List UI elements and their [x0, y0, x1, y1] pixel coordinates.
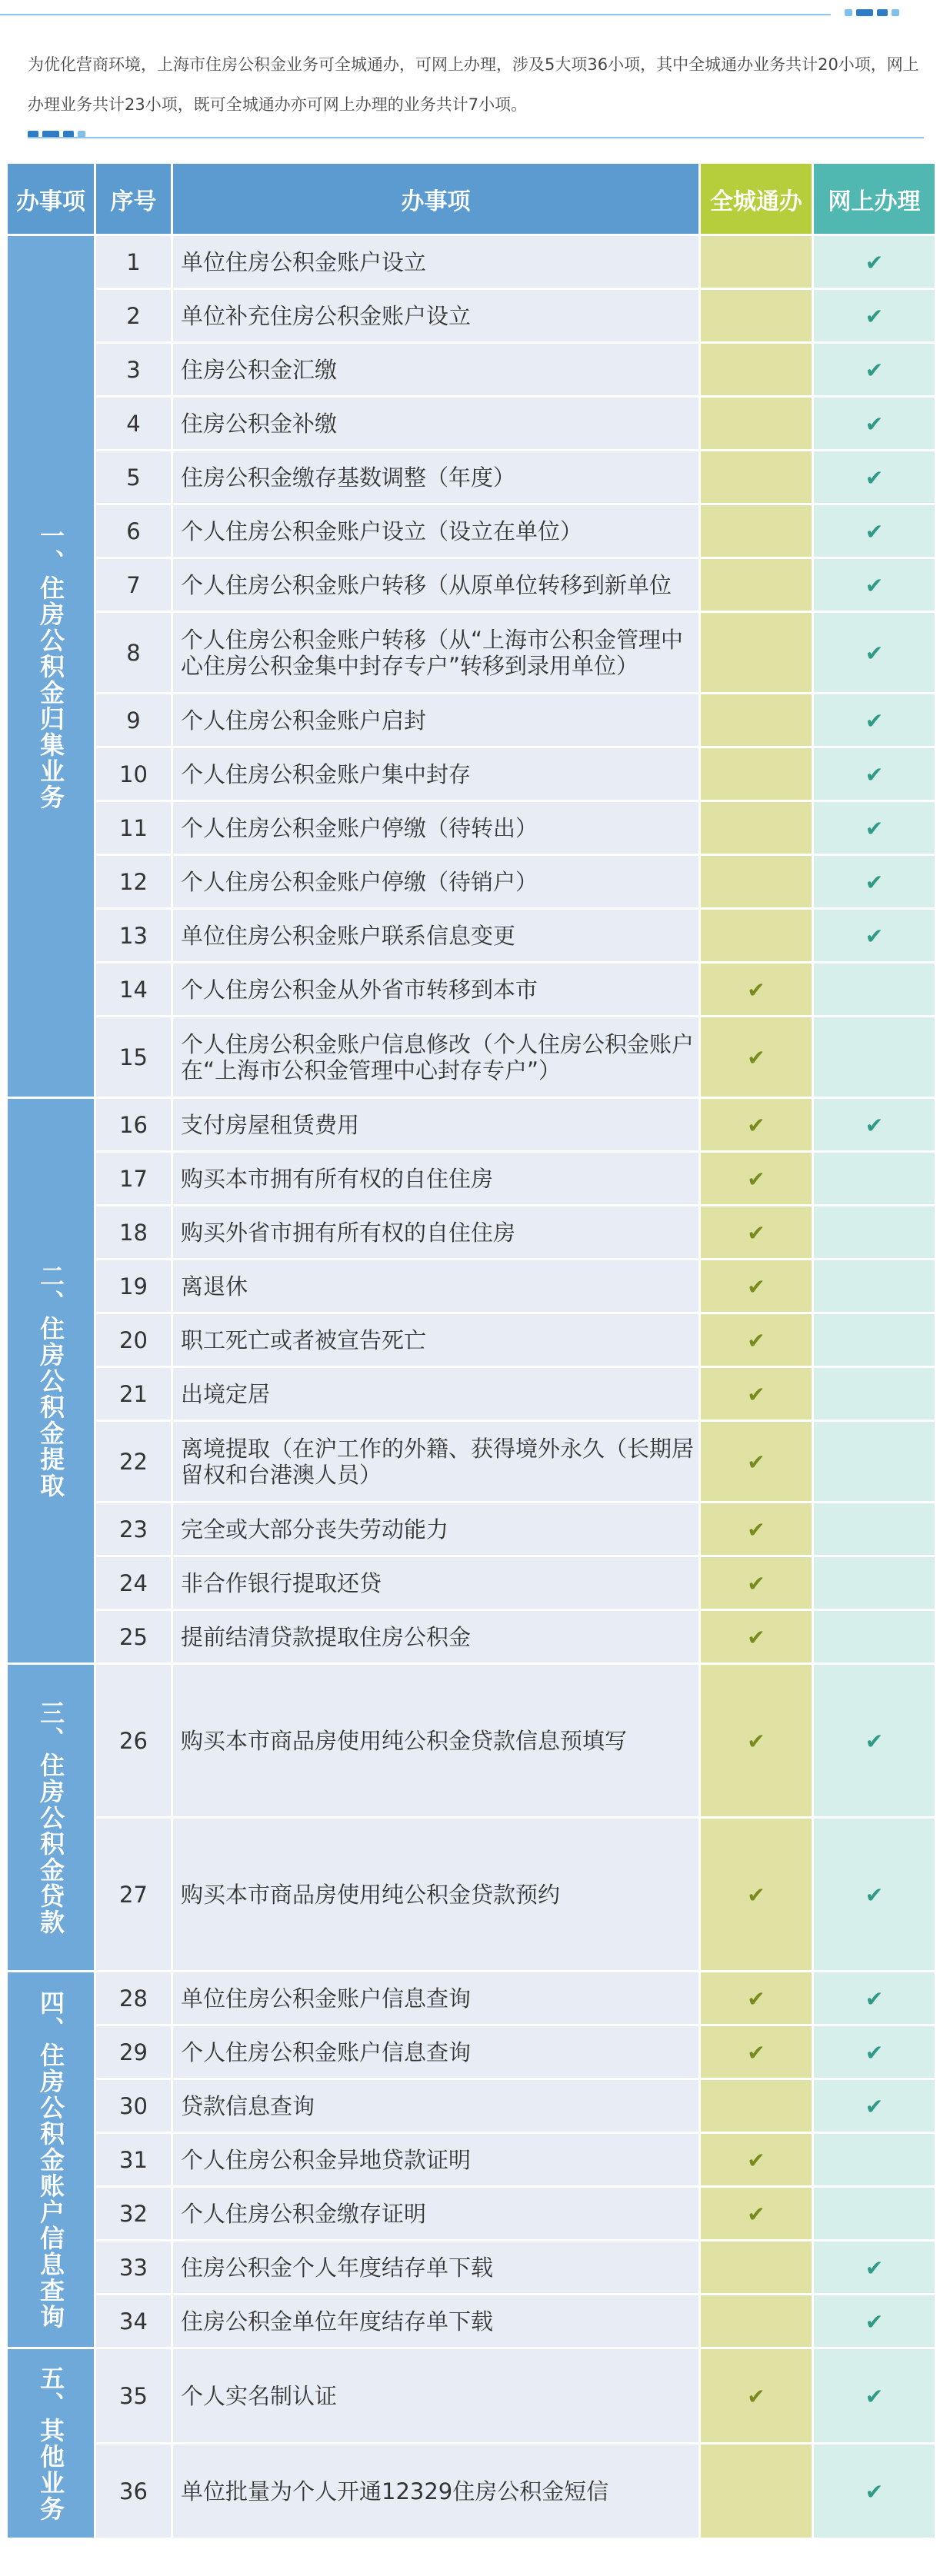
seq-cell: 12 [95, 855, 172, 909]
item-name-cell: 个人住房公积金账户设立（设立在单位） [172, 504, 700, 558]
table-row [7, 504, 936, 558]
check-icon: ✔ [865, 640, 884, 666]
item-name-cell: 住房公积金个人年度结存单下载 [172, 2241, 700, 2295]
online-cell [813, 2025, 936, 2079]
citywide-cell [700, 1152, 813, 1206]
check-icon: ✔ [865, 1728, 884, 1754]
check-icon: ✔ [865, 2308, 884, 2335]
item-name-cell: 离退休 [172, 1260, 700, 1313]
intro-text: 为优化营商环境，上海市住房公积金业务可全城通办，可网上办理，涉及5大项36小项，其中全城通办业务共计20小项，网上办理业务共计23小项，既可全城通办亦可网上办理的业务共计7小项。 [28, 55, 919, 114]
item-name-cell: 职工死亡或者被宣告死亡 [172, 1313, 700, 1367]
online-cell [813, 558, 936, 612]
online-cell [813, 694, 936, 747]
citywide-cell [700, 343, 813, 397]
item-name-cell: 个人住房公积金账户集中封存 [172, 747, 700, 801]
item-name-cell: 个人住房公积金异地贷款证明 [172, 2133, 700, 2187]
online-cell [813, 2133, 936, 2187]
citywide-cell [700, 1556, 813, 1610]
check-icon: ✔ [865, 249, 884, 275]
online-cell [813, 909, 936, 963]
check-icon: ✔ [865, 815, 884, 841]
seq-cell: 14 [95, 963, 172, 1017]
check-icon: ✔ [865, 923, 884, 949]
table-row [7, 1818, 936, 1972]
seq-cell: 30 [95, 2079, 172, 2133]
table-row [7, 1610, 936, 1664]
citywide-cell [700, 2348, 813, 2444]
category-label: 一、住房公积金归集业务 [36, 522, 65, 810]
seq-cell: 5 [95, 451, 172, 504]
check-icon: ✔ [865, 2383, 884, 2409]
table-row [7, 801, 936, 855]
item-name-cell: 个人住房公积金账户信息查询 [172, 2025, 700, 2079]
check-icon: ✔ [865, 1112, 884, 1138]
seq-cell: 29 [95, 2025, 172, 2079]
citywide-cell [700, 2241, 813, 2295]
citywide-cell [700, 2133, 813, 2187]
check-icon: ✔ [865, 707, 884, 734]
citywide-cell [700, 1206, 813, 1260]
item-name-cell: 单位住房公积金账户信息查询 [172, 1972, 700, 2025]
item-name-cell: 个人住房公积金账户停缴（待销户） [172, 855, 700, 909]
online-cell [813, 1818, 936, 1972]
item-name-cell: 个人住房公积金账户启封 [172, 694, 700, 747]
seq-cell: 11 [95, 801, 172, 855]
item-name-cell: 个人实名制认证 [172, 2348, 700, 2444]
category-cell [7, 1098, 95, 1664]
seq-cell: 3 [95, 343, 172, 397]
item-name-cell: 购买本市商品房使用纯公积金贷款信息预填写 [172, 1664, 700, 1818]
online-cell [813, 1972, 936, 2025]
seq-cell: 27 [95, 1818, 172, 1972]
online-cell [813, 1017, 936, 1098]
online-cell [813, 1367, 936, 1421]
check-icon: ✔ [865, 1882, 884, 1908]
online-cell [813, 1152, 936, 1206]
check-icon: ✔ [747, 1624, 765, 1650]
item-name-cell: 住房公积金单位年度结存单下载 [172, 2295, 700, 2348]
item-name-cell: 个人住房公积金账户转移（从原单位转移到新单位 [172, 558, 700, 612]
item-name-cell: 住房公积金缴存基数调整（年度） [172, 451, 700, 504]
citywide-cell [700, 2187, 813, 2241]
check-icon: ✔ [747, 1449, 765, 1475]
category-label: 四、住房公积金账户信息查询 [36, 1989, 65, 2330]
citywide-cell [700, 1818, 813, 1972]
item-name-cell: 单位住房公积金账户设立 [172, 235, 700, 289]
category-label: 五、其他业务 [36, 2365, 65, 2522]
seq-cell: 17 [95, 1152, 172, 1206]
table-row [7, 1972, 936, 2025]
online-cell [813, 747, 936, 801]
online-cell [813, 1556, 936, 1610]
citywide-cell [700, 2444, 813, 2539]
seq-cell: 22 [95, 1421, 172, 1503]
seq-cell: 1 [95, 235, 172, 289]
check-icon: ✔ [865, 1985, 884, 2012]
online-cell [813, 1313, 936, 1367]
citywide-cell [700, 855, 813, 909]
header-online: 网上办理 [813, 163, 936, 235]
seq-cell: 7 [95, 558, 172, 612]
citywide-cell [700, 451, 813, 504]
online-cell [813, 2241, 936, 2295]
online-cell [813, 1421, 936, 1503]
online-cell [813, 801, 936, 855]
item-name-cell: 非合作银行提取还贷 [172, 1556, 700, 1610]
online-cell [813, 1503, 936, 1556]
online-cell [813, 1610, 936, 1664]
online-cell [813, 1098, 936, 1152]
table-header-row [7, 163, 936, 235]
check-icon: ✔ [865, 303, 884, 329]
table-row [7, 2133, 936, 2187]
seq-cell: 25 [95, 1610, 172, 1664]
table-row [7, 1017, 936, 1098]
category-cell [7, 1972, 95, 2348]
seq-cell: 18 [95, 1206, 172, 1260]
item-name-cell: 单位住房公积金账户联系信息变更 [172, 909, 700, 963]
check-icon: ✔ [747, 1327, 765, 1353]
seq-cell: 19 [95, 1260, 172, 1313]
item-name-cell: 购买外省市拥有所有权的自住住房 [172, 1206, 700, 1260]
check-icon: ✔ [747, 1112, 765, 1138]
check-icon: ✔ [865, 357, 884, 383]
seq-cell: 10 [95, 747, 172, 801]
item-name-cell: 个人住房公积金缴存证明 [172, 2187, 700, 2241]
table-row [7, 694, 936, 747]
item-name-cell: 完全或大部分丧失劳动能力 [172, 1503, 700, 1556]
online-cell [813, 1206, 936, 1260]
header-category: 办事项 [7, 163, 95, 235]
category-cell [7, 2348, 95, 2539]
online-cell [813, 289, 936, 343]
citywide-cell [700, 504, 813, 558]
category-cell [7, 235, 95, 1098]
check-icon: ✔ [865, 2255, 884, 2281]
item-name-cell: 个人住房公积金账户信息修改（个人住房公积金账户在“上海市公积金管理中心封存专户”） [172, 1017, 700, 1098]
online-cell [813, 235, 936, 289]
intro-divider [28, 137, 924, 138]
table-row [7, 1260, 936, 1313]
table-row [7, 963, 936, 1017]
citywide-cell [700, 1503, 813, 1556]
online-cell [813, 2295, 936, 2348]
seq-cell: 21 [95, 1367, 172, 1421]
check-icon: ✔ [865, 518, 884, 544]
seq-cell: 33 [95, 2241, 172, 2295]
check-icon: ✔ [747, 1044, 765, 1070]
table-row [7, 1367, 936, 1421]
item-name-cell: 支付房屋租赁费用 [172, 1098, 700, 1152]
online-cell [813, 1260, 936, 1313]
citywide-cell [700, 909, 813, 963]
table-row [7, 1503, 936, 1556]
citywide-cell [700, 747, 813, 801]
citywide-cell [700, 289, 813, 343]
table-row [7, 2187, 936, 2241]
online-cell [813, 612, 936, 694]
item-name-cell: 个人住房公积金账户停缴（待转出） [172, 801, 700, 855]
check-icon: ✔ [865, 2478, 884, 2504]
seq-cell: 15 [95, 1017, 172, 1098]
check-icon: ✔ [747, 1273, 765, 1300]
table-row [7, 1098, 936, 1152]
table-row [7, 451, 936, 504]
table-row [7, 1152, 936, 1206]
citywide-cell [700, 1610, 813, 1664]
table-row [7, 2348, 936, 2444]
seq-cell: 8 [95, 612, 172, 694]
check-icon: ✔ [747, 2201, 765, 2227]
online-cell [813, 855, 936, 909]
services-table [5, 161, 937, 2540]
table-row [7, 612, 936, 694]
table-row [7, 558, 936, 612]
item-name-cell: 购买本市拥有所有权的自住住房 [172, 1152, 700, 1206]
table-row [7, 1206, 936, 1260]
table-row [7, 747, 936, 801]
category-cell [7, 1664, 95, 1972]
check-icon: ✔ [747, 1570, 765, 1596]
item-name-cell: 离境提取（在沪工作的外籍、获得境外永久（长期居留权和台港澳人员） [172, 1421, 700, 1503]
online-cell [813, 2187, 936, 2241]
table-row [7, 397, 936, 451]
citywide-cell [700, 801, 813, 855]
seq-cell: 20 [95, 1313, 172, 1367]
item-name-cell: 个人住房公积金账户转移（从“上海市公积金管理中心住房公积金集中封存专户”转移到录用单位） [172, 612, 700, 694]
table-row [7, 289, 936, 343]
check-icon: ✔ [747, 1882, 765, 1908]
table-row [7, 909, 936, 963]
item-name-cell: 购买本市商品房使用纯公积金贷款预约 [172, 1818, 700, 1972]
table-row [7, 855, 936, 909]
check-icon: ✔ [747, 1381, 765, 1407]
check-icon: ✔ [865, 411, 884, 437]
check-icon: ✔ [747, 1220, 765, 1246]
check-icon: ✔ [747, 1166, 765, 1192]
table-row [7, 2241, 936, 2295]
table-row [7, 2079, 936, 2133]
citywide-cell [700, 2025, 813, 2079]
online-cell [813, 451, 936, 504]
citywide-cell [700, 235, 813, 289]
online-cell [813, 343, 936, 397]
check-icon: ✔ [865, 2093, 884, 2119]
check-icon: ✔ [865, 2039, 884, 2065]
table-row [7, 1664, 936, 1818]
citywide-cell [700, 612, 813, 694]
header-item: 办事项 [172, 163, 700, 235]
citywide-cell [700, 1972, 813, 2025]
online-cell [813, 2079, 936, 2133]
online-cell [813, 2348, 936, 2444]
online-cell [813, 1664, 936, 1818]
seq-cell: 35 [95, 2348, 172, 2444]
seq-cell: 36 [95, 2444, 172, 2539]
check-icon: ✔ [865, 572, 884, 598]
citywide-cell [700, 1421, 813, 1503]
citywide-cell [700, 1098, 813, 1152]
citywide-cell [700, 1260, 813, 1313]
citywide-cell [700, 694, 813, 747]
table-row [7, 1556, 936, 1610]
item-name-cell: 单位补充住房公积金账户设立 [172, 289, 700, 343]
citywide-cell [700, 2295, 813, 2348]
top-divider [0, 14, 831, 15]
citywide-cell [700, 1664, 813, 1818]
check-icon: ✔ [865, 761, 884, 787]
check-icon: ✔ [747, 977, 765, 1003]
seq-cell: 26 [95, 1664, 172, 1818]
seq-cell: 13 [95, 909, 172, 963]
table-row [7, 235, 936, 289]
table-row [7, 2444, 936, 2539]
check-icon: ✔ [747, 2039, 765, 2065]
table-row [7, 343, 936, 397]
item-name-cell: 贷款信息查询 [172, 2079, 700, 2133]
seq-cell: 31 [95, 2133, 172, 2187]
check-icon: ✔ [747, 2383, 765, 2409]
citywide-cell [700, 2079, 813, 2133]
item-name-cell: 住房公积金汇缴 [172, 343, 700, 397]
seq-cell: 2 [95, 289, 172, 343]
check-icon: ✔ [747, 1516, 765, 1543]
citywide-cell [700, 397, 813, 451]
header-seq: 序号 [95, 163, 172, 235]
seq-cell: 9 [95, 694, 172, 747]
table-body [7, 235, 936, 2539]
citywide-cell [700, 963, 813, 1017]
online-cell [813, 2444, 936, 2539]
citywide-cell [700, 1313, 813, 1367]
seq-cell: 16 [95, 1098, 172, 1152]
seq-cell: 4 [95, 397, 172, 451]
item-name-cell: 出境定居 [172, 1367, 700, 1421]
item-name-cell: 住房公积金补缴 [172, 397, 700, 451]
table-row [7, 1421, 936, 1503]
table-row [7, 1313, 936, 1367]
check-icon: ✔ [865, 464, 884, 491]
decorative-dots-top [845, 9, 899, 16]
check-icon: ✔ [747, 1985, 765, 2012]
seq-cell: 23 [95, 1503, 172, 1556]
online-cell [813, 963, 936, 1017]
item-name-cell: 提前结清贷款提取住房公积金 [172, 1610, 700, 1664]
seq-cell: 6 [95, 504, 172, 558]
item-name-cell: 个人住房公积金从外省市转移到本市 [172, 963, 700, 1017]
seq-cell: 34 [95, 2295, 172, 2348]
citywide-cell [700, 1017, 813, 1098]
seq-cell: 24 [95, 1556, 172, 1610]
category-label: 二、住房公积金提取 [36, 1263, 65, 1499]
table-row [7, 2025, 936, 2079]
citywide-cell [700, 1367, 813, 1421]
seq-cell: 32 [95, 2187, 172, 2241]
check-icon: ✔ [747, 1728, 765, 1754]
header-citywide: 全城通办 [700, 163, 813, 235]
online-cell [813, 397, 936, 451]
seq-cell: 28 [95, 1972, 172, 2025]
online-cell [813, 504, 936, 558]
check-icon: ✔ [865, 869, 884, 895]
check-icon: ✔ [747, 2147, 765, 2173]
table-row [7, 2295, 936, 2348]
item-name-cell: 单位批量为个人开通12329住房公积金短信 [172, 2444, 700, 2539]
category-label: 三、住房公积金贷款 [36, 1699, 65, 1935]
citywide-cell [700, 558, 813, 612]
